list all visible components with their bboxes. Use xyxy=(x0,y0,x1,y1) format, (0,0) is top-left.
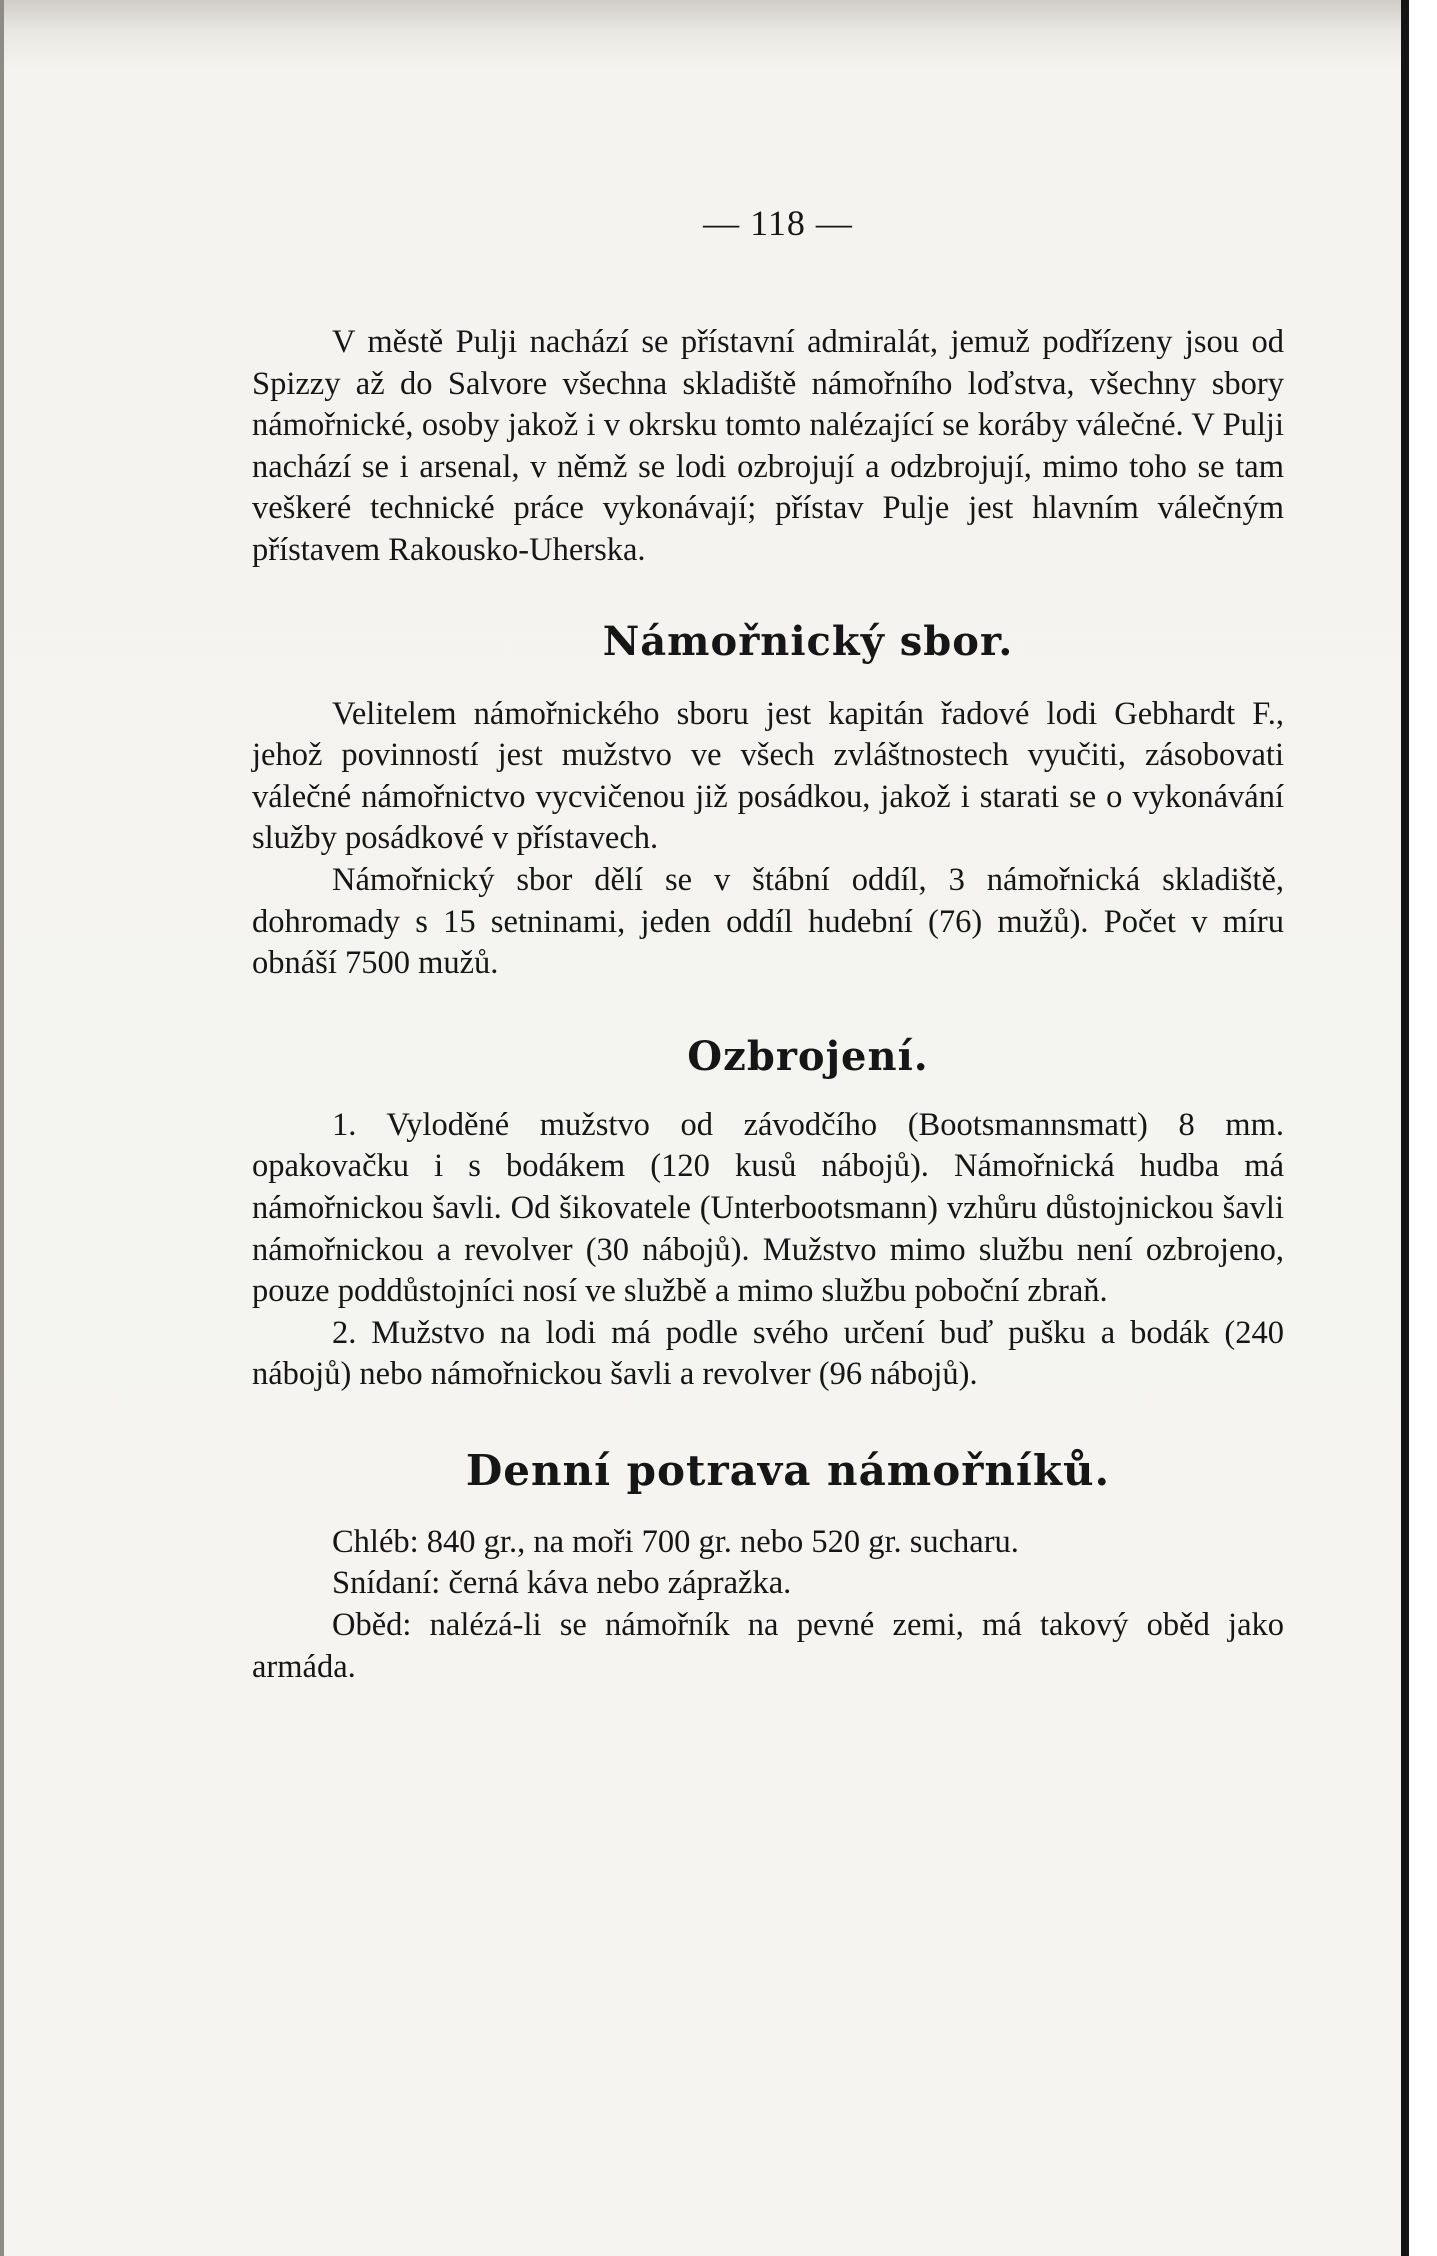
section-heading-denni-potrava: Denní potrava námořníků. xyxy=(465,1445,1111,1495)
scan-top-edge xyxy=(0,0,1437,70)
ozbrojeni-paragraph-1: 1. Vyloděné mužstvo od závodčího (Bootsmannsmatt) 8 mm. opakovačku i s bodákem (120 kusů nábojů). Námořnická hudba má námořnickou šavli. Od šikovatele (Unterbootsmann) vzhůru důstojnickou šavli námořnickou a revolver (30 nábojů). Mužstvo mimo službu není ozbrojeno, pouze poddůstojníci nosí ve službě a mimo službu poboční zbraň. xyxy=(252,1106,1284,1310)
sbor-paragraph-1: Velitelem námořnického sboru jest kapitán řadové lodi Gebhardt F., jehož povinností jest mužstvo ve všech zvláštnostech vyučiti, zásobovati válečné námořnictvo vycvičenou již posádkou, jakož i starati se o vykonávání služby posádkové v přístavech. xyxy=(252,695,1284,857)
potrava-line-obed: Oběd: nalézá-li se námořník na pevné zemi, má takový oběd jako armáda. xyxy=(252,1607,1284,1685)
section-heading-namornicky-sbor: Námořnický sbor. xyxy=(602,617,1014,665)
page-content xyxy=(252,200,1284,1688)
section-heading-ozbrojeni: Ozbrojení. xyxy=(687,1032,929,1080)
potrava-line-chleb: Chléb: 840 gr., na moři 700 gr. nebo 520 gr. sucharu. xyxy=(332,1523,1019,1560)
potrava-line-snidani: Snídaní: černá káva nebo zápražka. xyxy=(332,1565,792,1602)
scan-left-edge xyxy=(0,0,4,2256)
scan-right-edge-line xyxy=(1401,0,1409,2256)
page-number: — 118 — xyxy=(703,203,853,243)
ozbrojeni-paragraph-2: 2. Mužstvo na lodi má podle svého určení buď pušku a bodák (240 nábojů) nebo námořnickou šavli a revolver (96 nábojů). xyxy=(252,1314,1284,1393)
sbor-paragraph-2: Námořnický sbor dělí se v štábní oddíl, 3 námořnická skladiště, dohromady s 15 setninami, jeden oddíl hudební (76) mužů). Počet v míru obnáší 7500 mužů. xyxy=(252,861,1284,982)
intro-paragraph: V městě Pulji nachází se přístavní admiralát, jemuž podřízeny jsou od Spizzy až do Salvore všechna skladiště námořního loďstva, všechny sbory námořnické, osoby jakož i v okrsku tomto nalézající se koráby válečné. V Pulji nachází se i arsenal, v němž se lodi ozbrojují a odzbrojují, mimo toho se tam veškeré technické práce vykonávají; přístav Pulje jest hlavním válečným přístavem Rakousko-Uherska. xyxy=(252,324,1284,568)
